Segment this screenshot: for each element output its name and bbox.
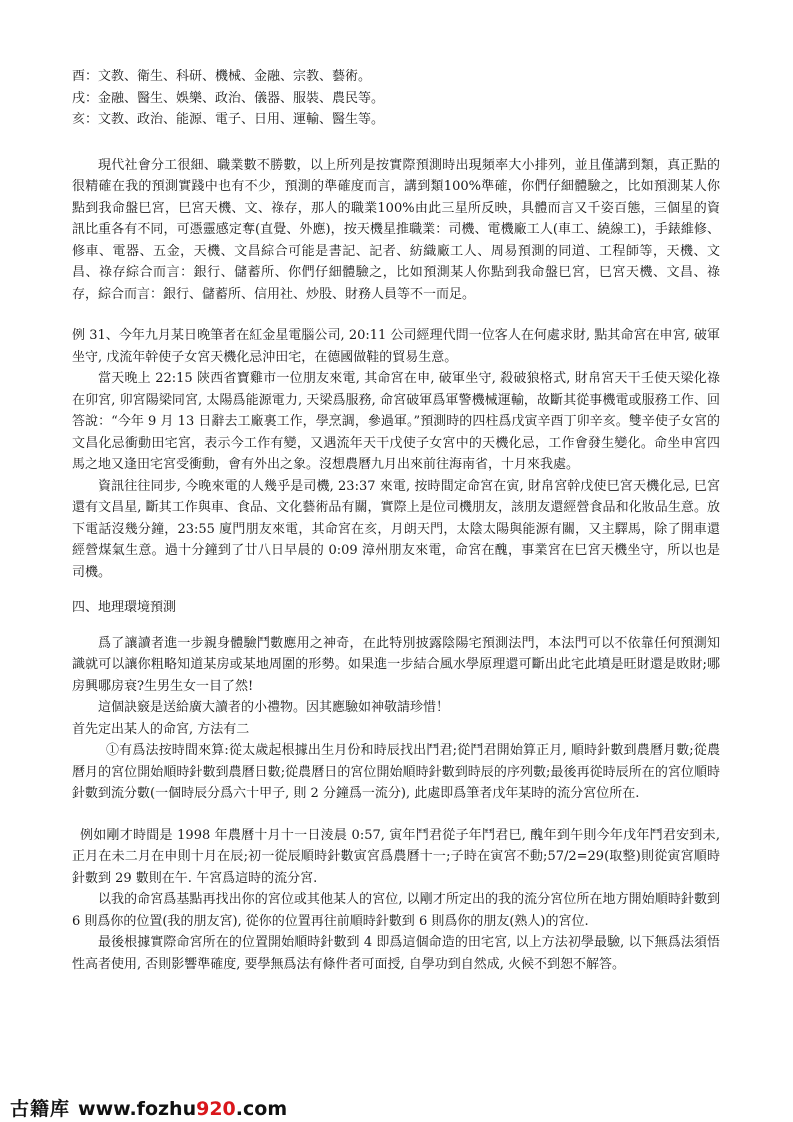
footer-url-prefix: www.fozhu [78, 1098, 197, 1120]
list-item: 亥：文教、政治、能源、電子、日用、運輸、醫生等。 [72, 112, 385, 127]
paragraph-friend-palace: 以我的命宮爲基點再找出你的宮位或其他某人的宮位, 以剛才所定出的我的流分宮位所在地方開始順時針數到 6 則爲你的位置(我的朋友宮), 從你的位置再往前順時針數到 6 則爲你的朋友(熟人)的宮位. [72, 892, 720, 929]
footer-brand: 古籍库 [10, 1098, 71, 1120]
paragraph-gift: 這個訣竅是送給廣大讀者的小禮物。因其應驗如神敬請珍惜！ [98, 700, 450, 715]
list-item: 戌：金融、醫生、娛樂、政治、儀器、服裝、農民等。 [72, 90, 385, 106]
list-item: 酉：文教、衛生、科研、機械、金融、宗教、藝術。 [72, 69, 372, 84]
paragraph-example-31: 例 31、今年九月某日晚筆者在紅金星電腦公司, 20:11 公司經理代問一位客人在何處求財, 點其命宮在申宮, 破軍坐守, 戊流年幹使子女宮天機化忌沖田宅，在德國做鞋的貿易生意。 [72, 328, 720, 365]
footer-url-suffix: .com [235, 1098, 288, 1120]
paragraph-occupations: 現代社會分工很細、職業數不勝數，以上所列是按實際預測時出現頻率大小排列，並且僅講到類，真正點的很精確在我的預測實踐中也有不少，預測的準確度而言，講到類100%準確，你們仔細體驗之，比如預測某人你點到我命盤巳宮，巳宮天機、文、祿存，那人的職業100%由此三星所反映，具體而言又千姿百態，三個星的資訊比重各有不同，可憑靈感定奪(直覺、外應)，按天機星推職業：司機、電機廠工人(車工、繞線工)，手錶維修、修車、電器、五金，天機、文昌綜合可能是書記、記者、紡織廠工人、周易預測的同道、工程師等，天機、文昌、祿存綜合而言：銀行、儲蓄所、你們仔細體驗之，比如預測某人你點到我命盤巳宮，巳宮天機、文昌、祿存，綜合而言：銀行、儲蓄所、信用社、炒股、財務人員等不一而足。 [72, 157, 720, 302]
paragraph-example-time: 例如剛才時間是 1998 年農曆十月十一日淩晨 0:57, 寅年鬥君從子年鬥君巳, 醜年到午則今年戊年鬥君安到未, 正月在未二月在申則十月在辰;初一從辰順時針數寅宮爲農曆十一;子時在寅宮不動;57/2=29(取整)則從寅宮順時針數到 29 數則在午. 午宮爲這時的流分宮. [72, 827, 720, 886]
footer-url-accent: 920 [196, 1098, 236, 1120]
paragraph-case-shaanxi: 當天晚上 22:15 陝西省寶雞市一位朋友來電, 其命宮在申, 破軍坐守, 殺破狼格式, 財帛宮天干壬使天梁化祿在卯宮, 卯宮陽梁同宮, 太陽爲能源電力, 天梁爲服務, 命宮破軍爲軍警機械運輸，故斷其從事機電或服務工作、回答說：“今年 9 月 13 日辭去工廠裏工作，學烹調，參過軍。”預測時的四柱爲戊寅辛酉丁卯辛亥。雙辛使子女宮的文昌化忌衝動田宅宮，表示今工作有變，又遇流年天干戊使子女宮中的天機化忌，工作會發生變化。命坐申宮四馬之地又逢田宅宮受衝動，會有外出之象。沒想農曆九月出來前往海南省，十月來我處。 [72, 371, 720, 472]
paragraph-case-drivers: 資訊往往同步, 今晚來電的人幾乎是司機, 23:37 來電, 按時間定命宮在寅, 財帛宮幹戊使巳宮天機化忌, 巳宮還有文昌星, 斷其工作與車、食品、文化藝術品有關，實際上是位司機朋友，該朋友還經營食品和化妝品生意。放下電話沒幾分鐘，23:55 廈門朋友來電，其命宮在亥，月朗天門，太陰太陽與能源有關，又主驛馬，除了開車還經營煤氣生意。過十分鐘到了廿八日早晨的 0:09 漳州朋友來電，命宮在醜，事業宮在巳宮天機坐守，所以也是司機。 [72, 478, 720, 580]
paragraph-geography-intro: 爲了讓讀者進一步親身體驗鬥數應用之神奇，在此特別披露陰陽宅預測法門，本法門可以不依靠任何預測知識就可以讓你粗略知道某房或某地周圍的形勢。如果進一步結合風水學原理還可斷出此宅此墳是旺財還是敗財;哪房興哪房衰?生男生女一目了然! [72, 635, 720, 694]
document-body [72, 66, 720, 975]
footer-watermark [10, 1094, 287, 1120]
paragraph-field-palace: 最後根據實際命宮所在的位置開始順時針數到 4 即爲這個命造的田宅宮, 以上方法初學最驗, 以下無爲法須悟性高者使用, 否則影響準確度, 要學無爲法有條件者可面授, 自學功到自然成, 火候不到恕不解答。 [72, 935, 720, 972]
paragraph-method-one: ①有爲法按時間來算:從太歲起根據出生月份和時辰找出鬥君;從鬥君開始算正月, 順時針數到農曆月數;從農曆月的宮位開始順時針數到農曆日數;從農曆日的宮位開始順時針數到時辰的序列數;最後再從時辰所在的宮位順時針數到流分數(一個時辰分爲六十甲子, 則 2 分鐘爲一流分), 此處即爲筆者戊年某時的流分宮位所在. [72, 743, 720, 801]
section-heading: 四、地理環境預測 [72, 600, 177, 615]
paragraph-methods: 首先定出某人的命宮, 方法有二 [72, 721, 250, 737]
